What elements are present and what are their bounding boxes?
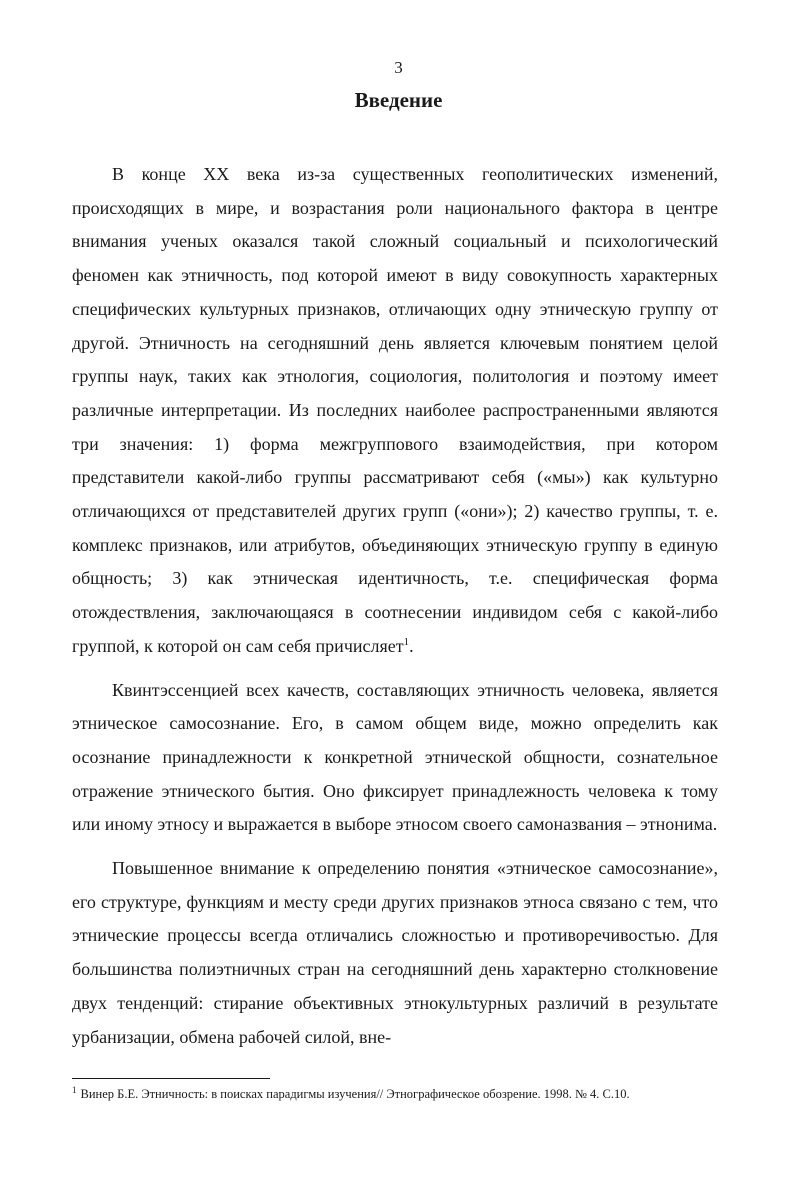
footnote-reference: 1: [403, 635, 410, 648]
paragraph-1-end: .: [409, 635, 414, 656]
page-number: 3: [394, 58, 403, 77]
paragraph-2: Квинтэссенцией всех качеств, составляющих этничность человека, является этническое самосознание. Его, в самом общем виде, можно определить как осознание принадлежности к конкретной этнической общности, сознательное отражение этнического бытия. Оно фиксирует принадлежность человека к тому или иному этносу и выражается в выборе этносом своего самоназвания – этнонима.: [72, 679, 718, 835]
footnote: [72, 1085, 752, 1102]
page-title: Введение: [354, 88, 443, 112]
footnote-divider: [72, 1078, 270, 1079]
body-text: [72, 158, 718, 1054]
paragraph-1-text: В конце XX века из-за существенных геополитических изменений, происходящих в мире, и возрастания роли национального фактора в центре внимания ученых оказался такой сложный социальный и психологический феномен как этничность, под которой имеют в виду совокупность характерных специфических культурных признаков, отличающих одну этническую группу от другой. Этничность на сегодняшний день является ключевым понятием целой группы наук, таких как этнология, социология, политология и поэтому имеет различные интерпретации. Из последних наиболее распространенными являются три значения: 1) форма межгруппового взаимодействия, при котором представители какой-либо группы рассматривают себя («мы») как культурно отличающихся от представителей других групп («они»); 2) качество группы, т. е. комплекс признаков, или атрибутов, объединяющих этническую группу в единую общность; 3) как этническая идентичность, т.е. специфическая форма отождествления, заключающаяся в соотнесении индивидом себя с какой-либо группой, к которой он сам себя причисляет: [72, 164, 718, 656]
footnote-marker: 1: [72, 1085, 77, 1095]
paragraph-3: Повышенное внимание к определению понятия «этническое самосознание», его структуре, функциям и месту среди других признаков этноса связано с тем, что этнические процессы всегда отличались сложностью и противоречивостью. Для большинства полиэтничных стран на сегодняшний день характерно столкновение двух тенденций: стирание объективных этнокультурных различий в результате урбанизации, обмена рабочей силой, вне-: [72, 858, 718, 1047]
paragraph-1: [72, 158, 718, 664]
footnote-text: Винер Б.Е. Этничность: в поисках парадигмы изучения// Этнографическое обозрение. 1998. № 4. С.10.: [80, 1087, 630, 1102]
